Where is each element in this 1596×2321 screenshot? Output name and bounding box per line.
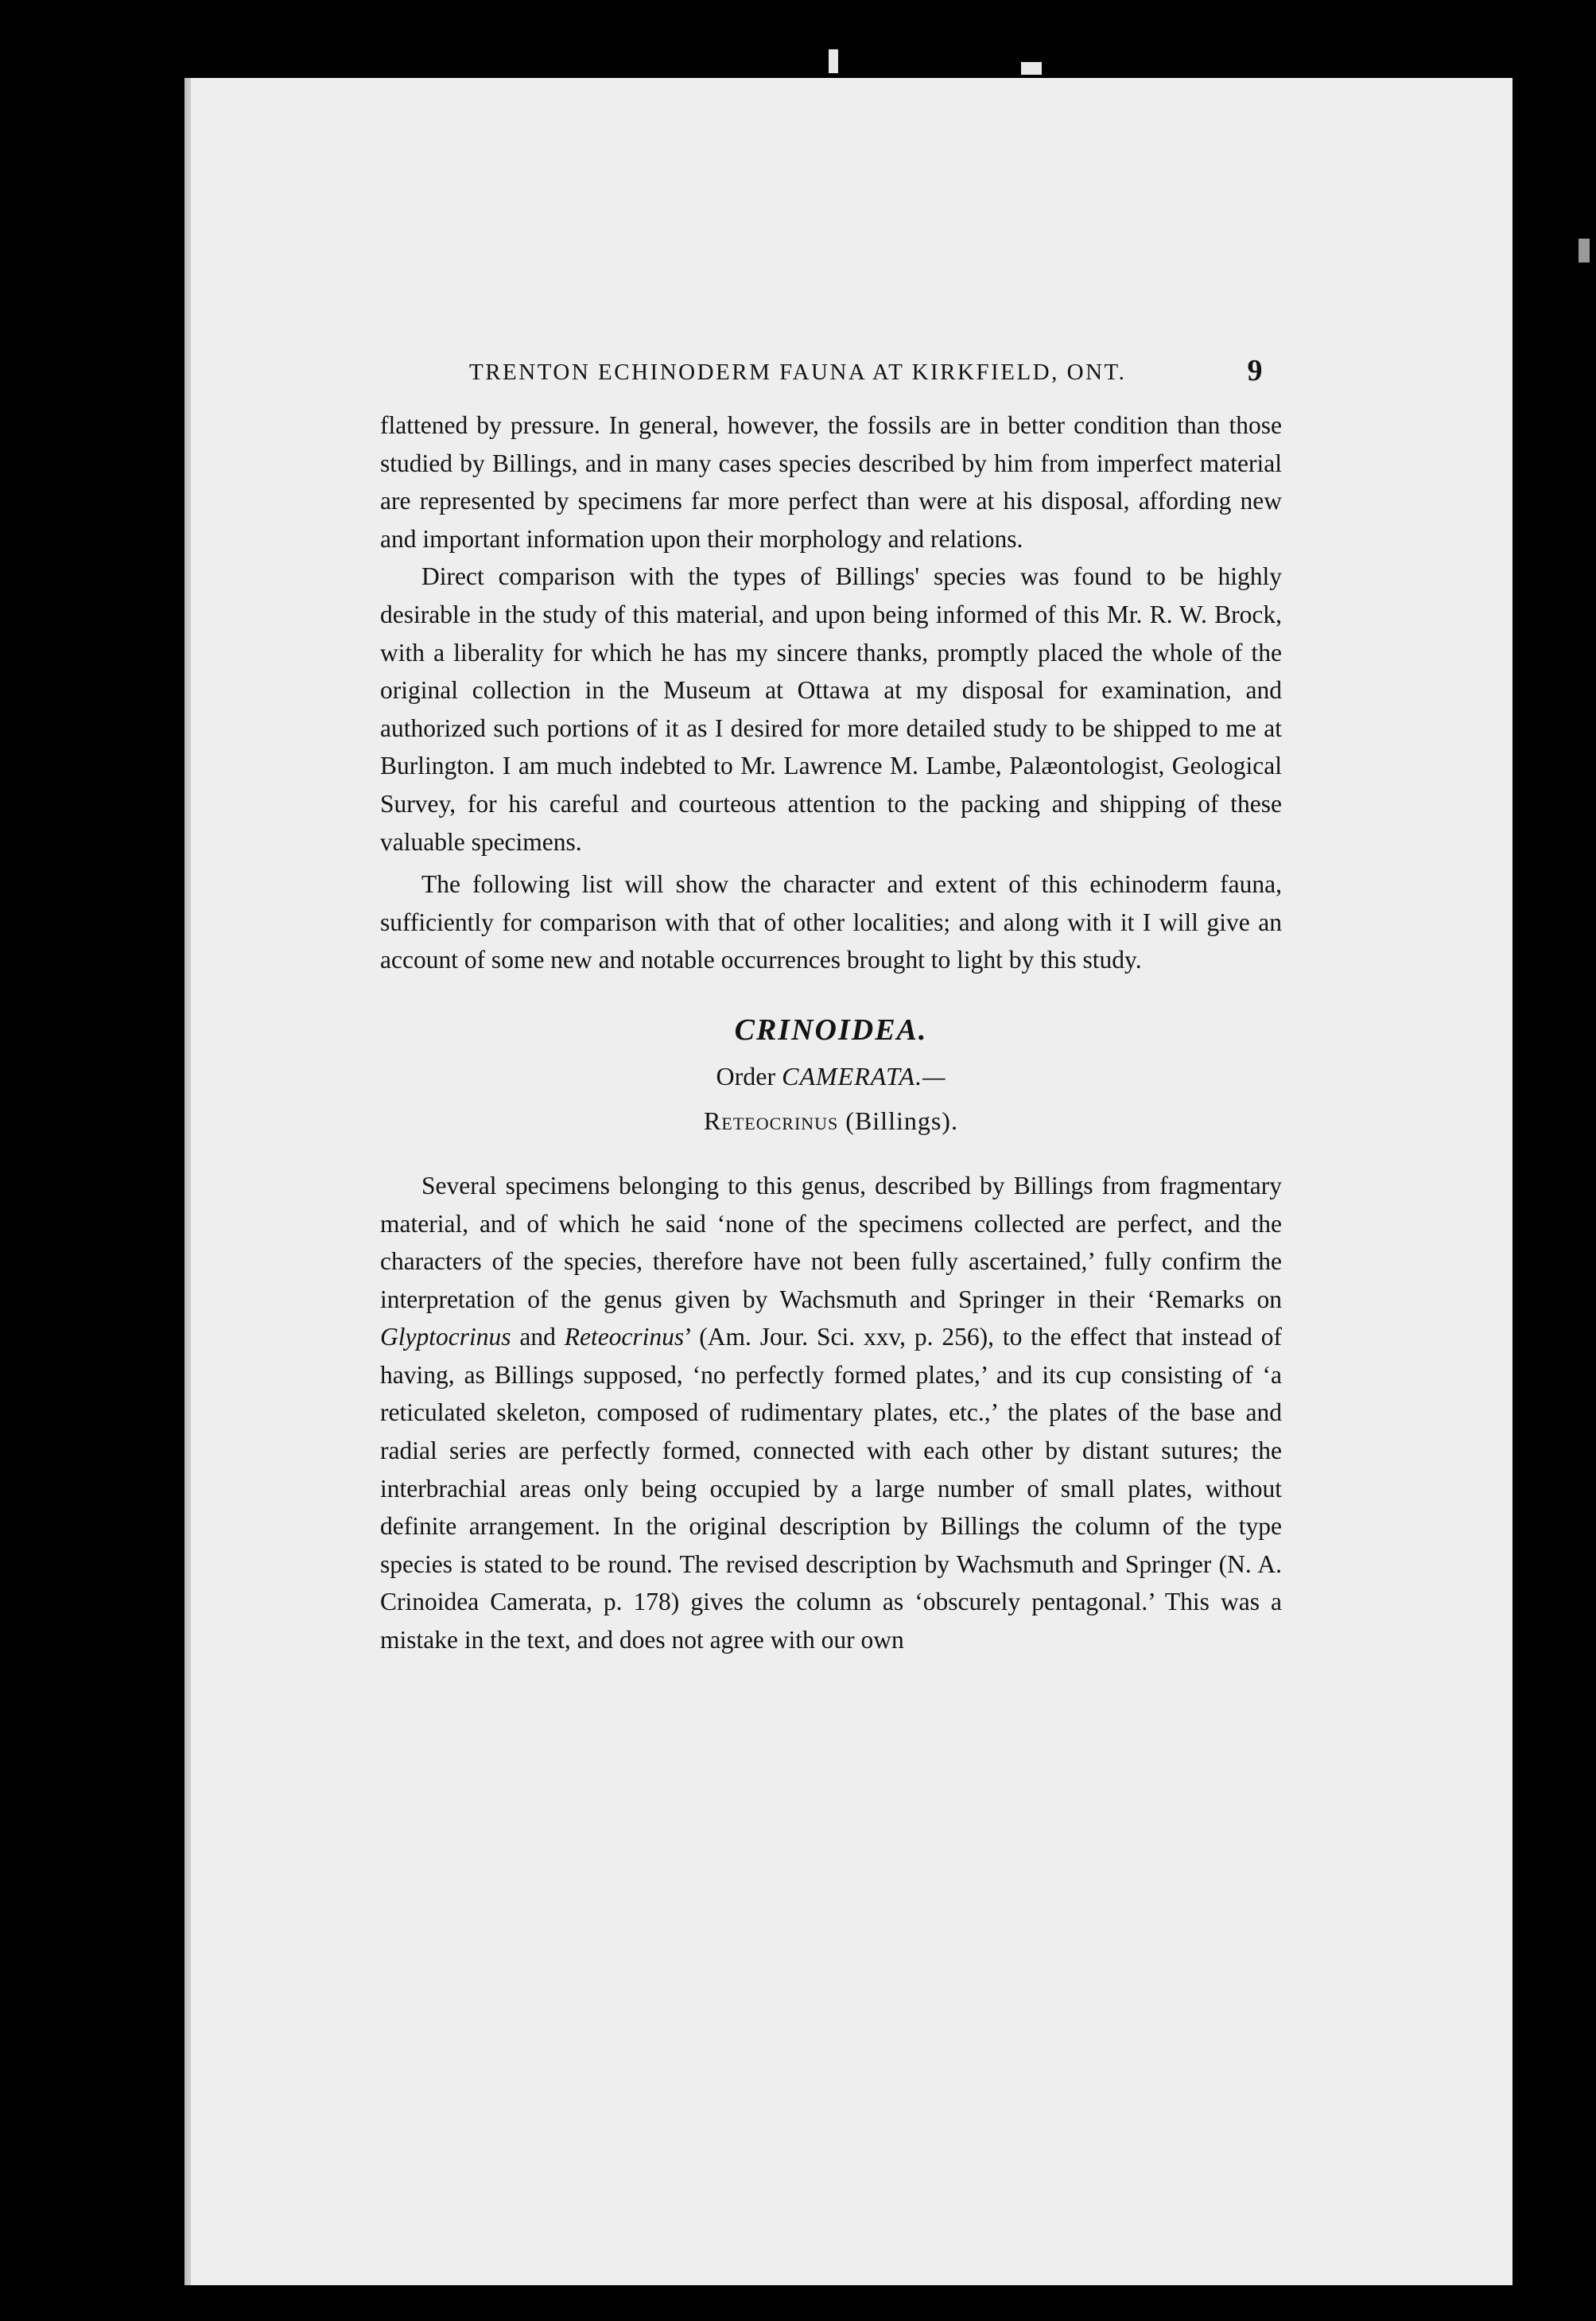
- running-head: [380, 350, 1282, 390]
- paragraph-text: Several specimens belonging to this genus, described by Billings from fragmentary material, and of which he said ‘none of the specimens collected are perfect, and the characters of the species, therefore have not been fully ascertained,’ fully confirm the interpretation of the genus given by Wachsmuth and Springer in their ‘Remarks on: [380, 1171, 1282, 1313]
- scan-artifact: [1021, 62, 1042, 75]
- taxon-name: Glyptocrinus: [380, 1323, 511, 1351]
- page-number: 9: [1247, 354, 1264, 387]
- page-text-block: [380, 350, 1282, 1659]
- class-heading: CRINOIDEA.: [734, 1013, 928, 1047]
- scan-artifact: [1579, 239, 1590, 262]
- paragraph-text: ’ (Am. Jour. Sci. xxv, p. 256), to the effect that instead of having, as Billings supposed, ‘no perfectly formed plates,’ and its cup consisting of ‘a reticulated skeleton, composed of rudimentary plates, etc.,’ the plates of the base and radial series are perfectly formed, connected with each other by distant sutures; the interbrachial areas only being occupied by a large number of small plates, without definite arrangement. In the original description by Billings the column of the type species is stated to be round. The revised description by Wachsmuth and Springer (N. A. Crinoidea Camerata, p. 178) gives the column as ‘obscurely pentagonal.’ This was a mistake in the text, and does not agree with our own: [380, 1323, 1283, 1654]
- genus-author: (Billings).: [838, 1106, 958, 1135]
- paragraph-1: flattened by pressure. In general, however, the fossils are in better condition than those studied by Billings, and in many cases species described by him from imperfect material are represented by specimens far more perfect than were at his disposal, affording new and important information upon their morphology and relations.: [380, 411, 1282, 553]
- order-name: CAMERATA.—: [782, 1061, 946, 1091]
- paragraph-3: The following list will show the character and extent of this echinoderm fauna, sufficiently for comparison with that of other localities; and along with it I will give an account of some new and notable occurrences brought to light by this study.: [380, 870, 1282, 974]
- paragraph-reteocrinus: [380, 1167, 1282, 1659]
- genus-heading: [380, 1098, 1282, 1143]
- genus-name: Reteocrinus: [704, 1106, 839, 1135]
- paragraph-text: and: [511, 1323, 565, 1351]
- taxon-name: Reteocrinus: [564, 1323, 685, 1351]
- order-heading: [380, 1054, 1282, 1098]
- scan-artifact: [829, 49, 838, 73]
- order-prefix: Order: [716, 1061, 782, 1091]
- running-head-title: TRENTON ECHINODERM FAUNA AT KIRKFIELD, ONT.: [469, 360, 1127, 385]
- paragraph-2: Direct comparison with the types of Billings' species was found to be highly desirable in the study of this material, and upon being informed of this Mr. R. W. Brock, with a liberality for which he has my sincere thanks, promptly placed the whole of the original collection in the Museum at Ottawa at my disposal for examination, and authorized such portions of it as I desired for more detailed study to be shipped to me at Burlington. I am much indebted to Mr. Lawrence M. Lambe, Palæontologist, Geological Survey, for his careful and courteous attention to the packing and shipping of these valuable specimens.: [380, 562, 1282, 856]
